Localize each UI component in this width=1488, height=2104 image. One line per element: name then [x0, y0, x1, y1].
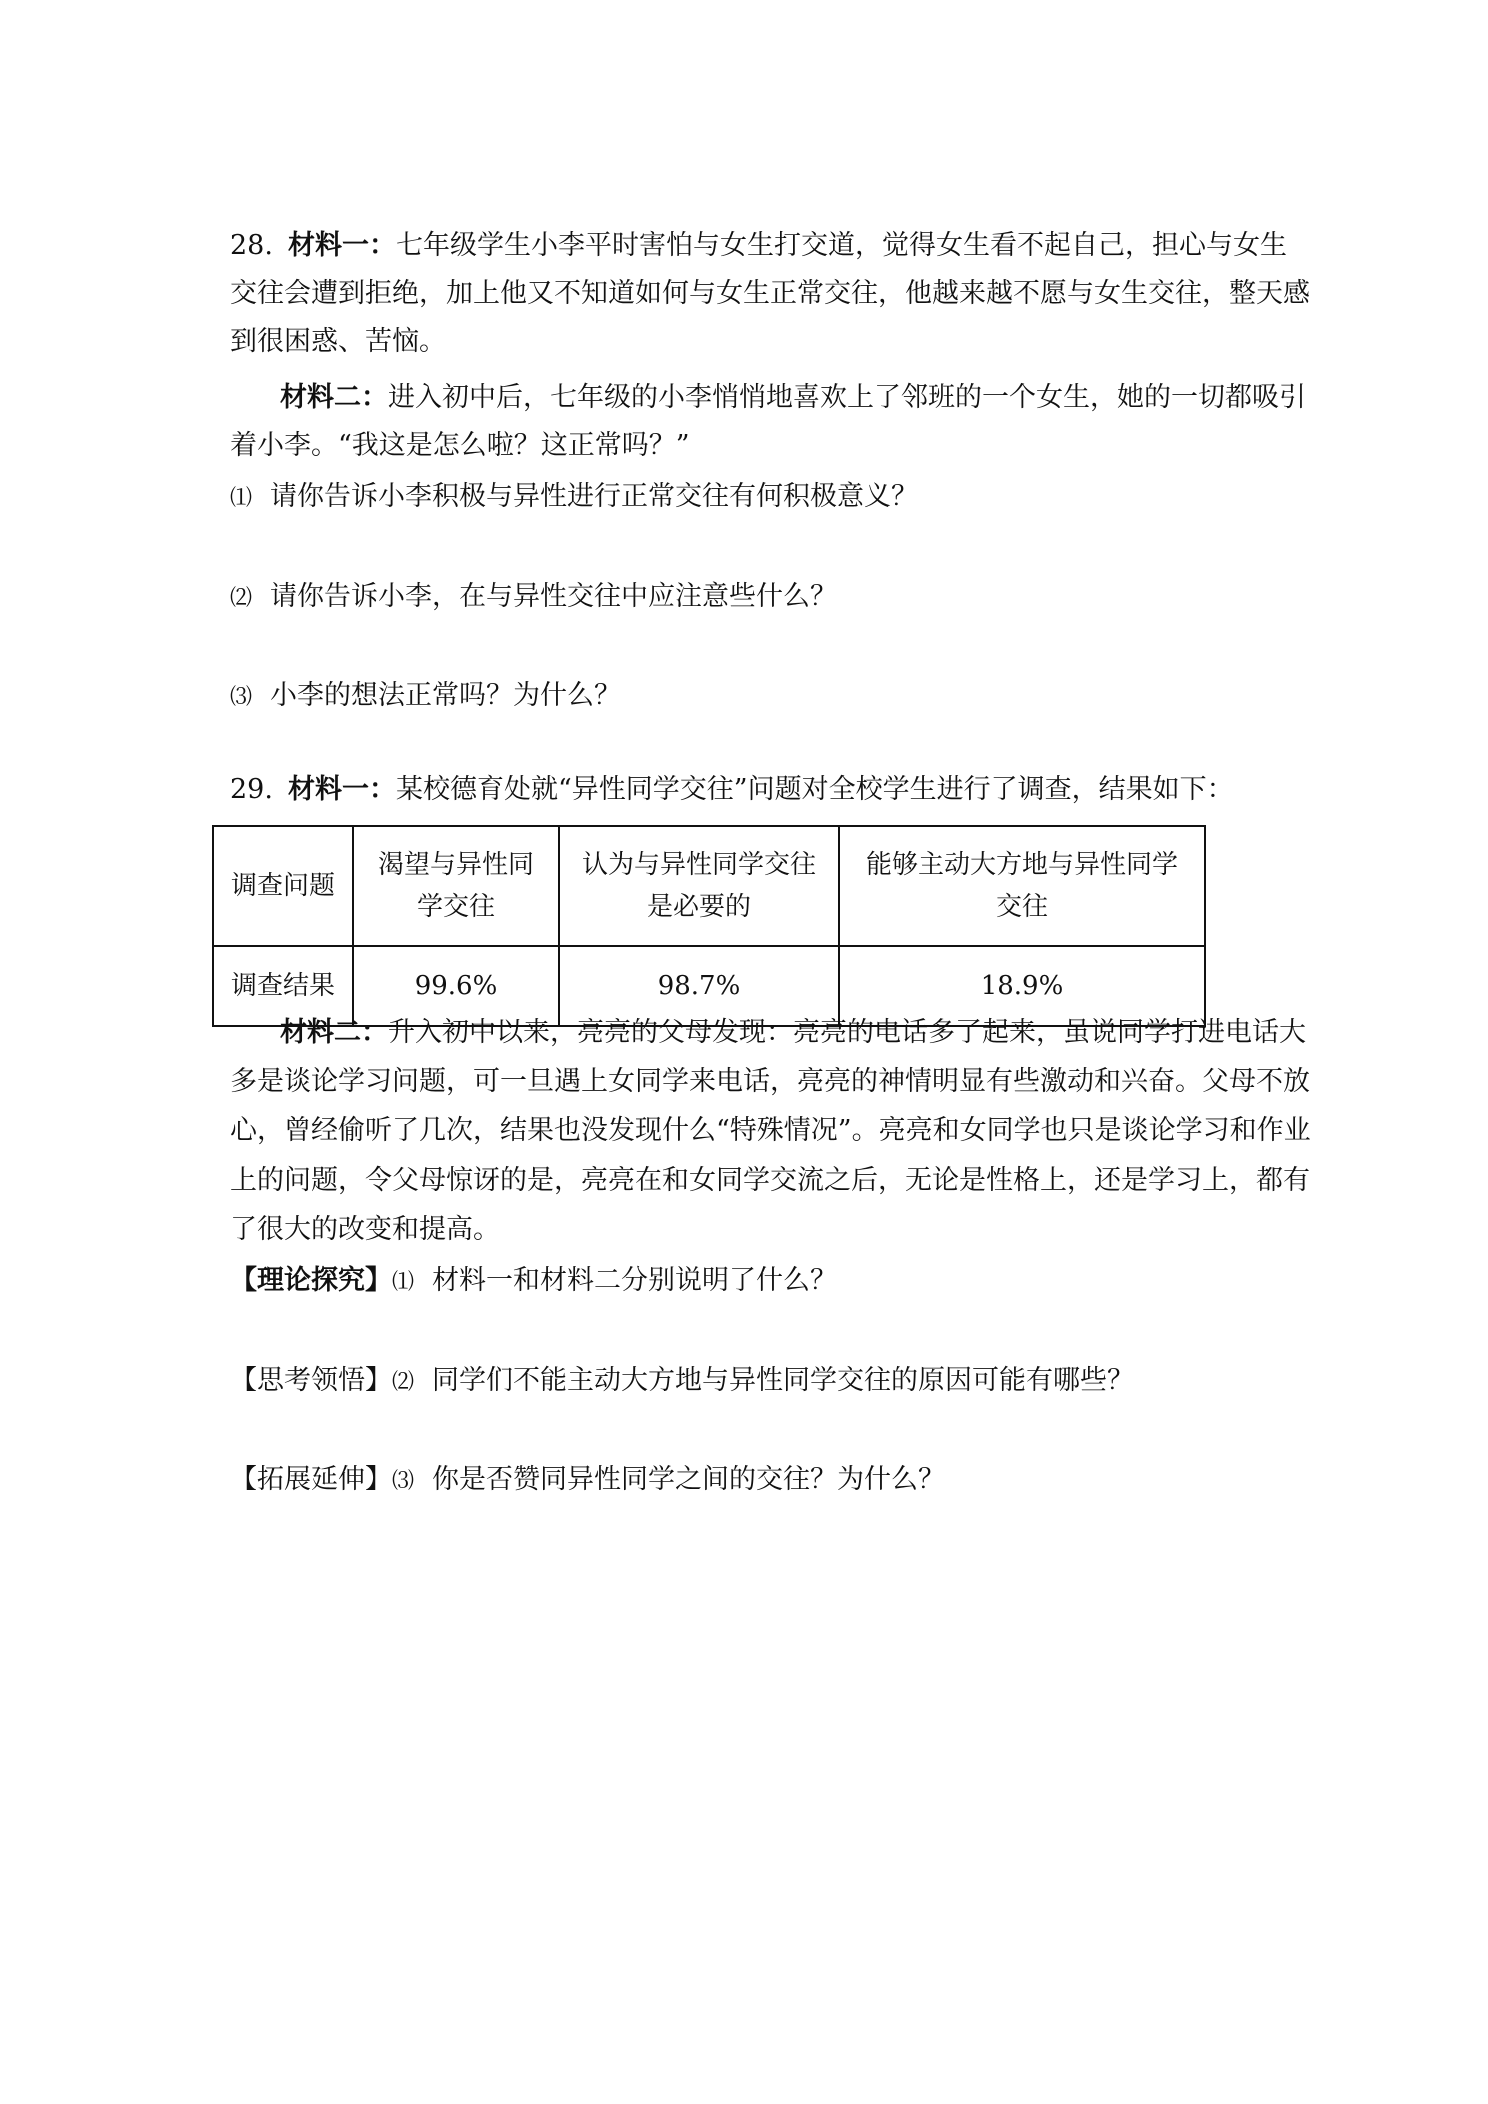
q29-material1-text: 某校德育处就“异性同学交往”问题对全校学生进行了调查，结果如下： [396, 774, 1234, 805]
q29-question-2-marker: ⑵ [392, 1370, 415, 1395]
q28-question-1-marker: ⑴ [230, 486, 253, 511]
header-cell-text: 调查问题 [230, 871, 335, 901]
q29-question-2 [230, 1363, 1134, 1401]
q28-number: 28. [230, 230, 273, 261]
survey-result-row [213, 946, 1205, 1026]
survey-header-cell [353, 826, 559, 946]
q28-question-2 [230, 579, 837, 617]
q29-question-2-tag: 【思考领悟】 [230, 1365, 392, 1396]
q29-material2-line-4: 上的问题，令父母惊讶的是，亮亮在和女同学交流之后，无论是性格上，还是学习上，都有 [230, 1165, 1310, 1196]
q29-question-1-tag: 【理论探究】 [230, 1265, 392, 1296]
q29-material2-line-3: 心，曾经偷听了几次，结果也没发现什么“特殊情况”。亮亮和女同学也只是谈论学习和作业 [230, 1115, 1311, 1146]
survey-result-cell: 调查结果 [213, 946, 353, 1026]
survey-result-cell: 18.9% [839, 946, 1205, 1026]
q29-material2-label: 材料二： [280, 1017, 388, 1048]
survey-header-cell [839, 826, 1205, 946]
q29-material1-line [230, 772, 1234, 808]
q29-question-1 [230, 1263, 837, 1301]
header-cell-text: 认为与异性同学交往 [581, 850, 816, 880]
q28-question-2-text: 请你告诉小李，在与异性交往中应注意些什么？ [270, 581, 837, 612]
survey-header-cell [213, 826, 353, 946]
q29-material2-line-5: 了很大的改变和提高。 [230, 1214, 500, 1245]
q28-material2-label: 材料二： [280, 382, 388, 413]
q28-material2-text-1: 进入初中后，七年级的小李悄悄地喜欢上了邻班的一个女生，她的一切都吸引 [388, 382, 1306, 413]
survey-header-cell [559, 826, 839, 946]
q28-material1-line-1 [230, 228, 1287, 264]
q29-material2-text-1: 升入初中以来，亮亮的父母发现：亮亮的电话多了起来，虽说同学打进电话大 [388, 1017, 1306, 1048]
survey-result-cell: 98.7% [559, 946, 839, 1026]
q29-question-3-marker: ⑶ [392, 1469, 415, 1494]
survey-table [212, 825, 1206, 1027]
q28-material1-line-2: 交往会遭到拒绝，加上他又不知道如何与女生正常交往，他越来越不愿与女生交往，整天感 [230, 278, 1310, 309]
q28-material2-line-2: 着小李。“我这是怎么啦？这正常吗？” [230, 430, 690, 461]
q28-question-3 [230, 678, 621, 716]
q29-question-1-marker: ⑴ [392, 1270, 415, 1295]
q28-material1-label: 材料一： [288, 230, 396, 261]
q28-material2-line-1 [280, 380, 1306, 416]
q28-question-2-marker: ⑵ [230, 586, 253, 611]
q28-question-1 [230, 479, 918, 517]
q28-question-1-text: 请你告诉小李积极与异性进行正常交往有何积极意义？ [270, 481, 918, 512]
header-cell-text: 交往 [995, 892, 1048, 922]
q29-number: 29. [230, 774, 273, 805]
q28-material1-text-1: 七年级学生小李平时害怕与女生打交道，觉得女生看不起自己，担心与女生 [396, 230, 1287, 261]
q29-question-3-text: 你是否赞同异性同学之间的交往？为什么？ [432, 1464, 945, 1495]
header-cell-text: 是必要的 [646, 892, 751, 922]
q29-material1-label: 材料一： [288, 774, 396, 805]
survey-header-row [213, 826, 1205, 946]
q29-material2-line-1 [280, 1015, 1306, 1051]
header-cell-text: 渴望与异性同 [377, 850, 534, 880]
q29-material2-line-2: 多是谈论学习问题，可一旦遇上女同学来电话，亮亮的神情明显有些激动和兴奋。父母不放 [230, 1066, 1310, 1097]
q29-question-2-text: 同学们不能主动大方地与异性同学交往的原因可能有哪些？ [432, 1365, 1134, 1396]
q29-question-1-text: 材料一和材料二分别说明了什么？ [432, 1265, 837, 1296]
q29-question-3-tag: 【拓展延伸】 [230, 1464, 392, 1495]
header-cell-text: 能够主动大方地与异性同学 [865, 850, 1178, 880]
q28-material1-line-3: 到很困惑、苦恼。 [230, 326, 446, 357]
q28-question-3-text: 小李的想法正常吗？为什么？ [270, 680, 621, 711]
q29-question-3 [230, 1462, 945, 1500]
q28-question-3-marker: ⑶ [230, 685, 253, 710]
survey-result-cell: 99.6% [353, 946, 559, 1026]
header-cell-text: 学交往 [416, 892, 495, 922]
